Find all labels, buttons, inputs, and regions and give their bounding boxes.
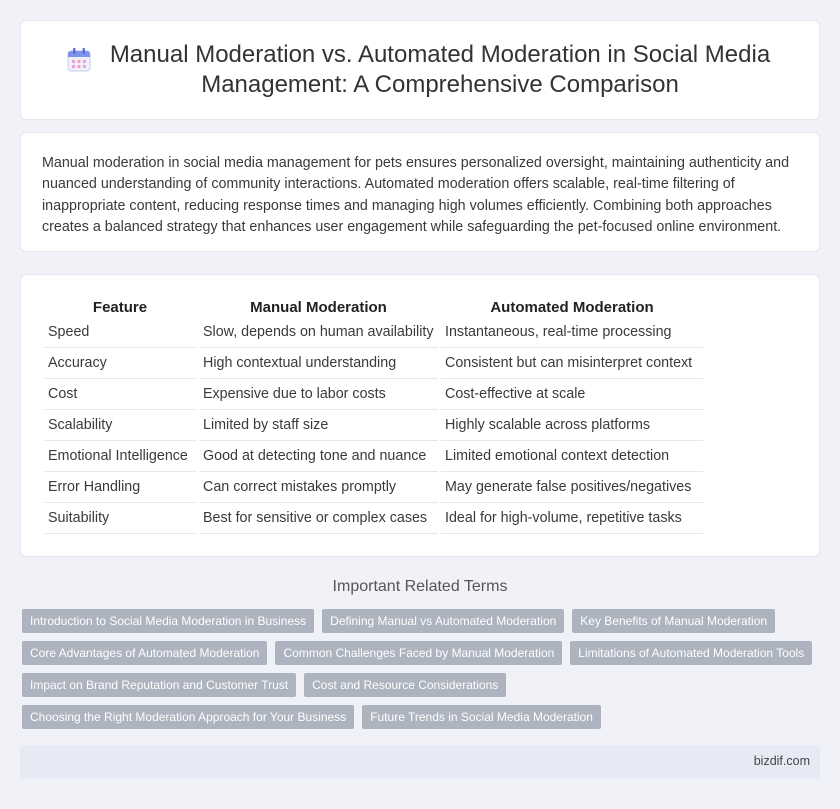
table-cell: Slow, depends on human availability xyxy=(199,317,438,348)
column-header-manual: Manual Moderation xyxy=(250,298,387,316)
related-term-chip[interactable]: Common Challenges Faced by Manual Moderation xyxy=(275,641,562,665)
table-row xyxy=(44,503,703,534)
table-header-row xyxy=(44,295,703,317)
table-cell: Expensive due to labor costs xyxy=(199,379,438,410)
intro-paragraph: Manual moderation in social media management for pets ensures personalized oversight, maintaining authenticity and nuanced understanding of community interactions. Automated moderation offers scalable, real-time filtering of inappropriate content, reducing response times and managing high volumes efficiently. Combining both approaches creates a balanced strategy that enhances user engagement while safeguarding the pet-focused online environment. xyxy=(42,155,790,235)
related-term-chip[interactable]: Choosing the Right Moderation Approach for Your Business xyxy=(22,705,354,729)
chip-row xyxy=(22,641,822,665)
related-term-chip[interactable]: Limitations of Automated Moderation Tools xyxy=(570,641,812,665)
column-header-feature: Feature xyxy=(92,298,148,316)
table-cell: Cost xyxy=(44,379,196,410)
table-cell: Ideal for high-volume, repetitive tasks xyxy=(441,503,703,534)
chip-row xyxy=(22,705,822,729)
related-term-chip[interactable]: Key Benefits of Manual Moderation xyxy=(572,609,775,633)
related-term-chip[interactable]: Future Trends in Social Media Moderation xyxy=(362,705,601,729)
table-cell: Consistent but can misinterpret context xyxy=(441,348,703,379)
table-cell: Can correct mistakes promptly xyxy=(199,472,438,503)
table-cell: Emotional Intelligence xyxy=(44,441,196,472)
chip-row xyxy=(22,673,822,697)
table-row xyxy=(44,410,703,441)
chip-row xyxy=(22,609,822,633)
table-cell: Good at detecting tone and nuance xyxy=(199,441,438,472)
related-terms-list xyxy=(22,609,822,737)
footer xyxy=(20,745,820,779)
table-row xyxy=(44,379,703,410)
page-title: Manual Moderation vs. Automated Moderation in Social Media Management: A Comprehensive Comparison xyxy=(109,41,771,98)
related-term-chip[interactable]: Core Advantages of Automated Moderation xyxy=(22,641,267,665)
table-cell: May generate false positives/negatives xyxy=(441,472,703,503)
related-terms-title: Important Related Terms xyxy=(332,578,508,595)
column-header-automated: Automated Moderation xyxy=(490,298,654,316)
table-row xyxy=(44,348,703,379)
table-row xyxy=(44,472,703,503)
footer-site-link[interactable]: bizdif.com xyxy=(753,754,810,768)
table-cell: Accuracy xyxy=(44,348,196,379)
related-term-chip[interactable]: Introduction to Social Media Moderation in Business xyxy=(22,609,314,633)
comparison-card xyxy=(20,274,820,557)
header-card xyxy=(20,20,820,120)
table-cell: Suitability xyxy=(44,503,196,534)
table-cell: Scalability xyxy=(44,410,196,441)
intro-card xyxy=(20,132,820,252)
table-cell: High contextual understanding xyxy=(199,348,438,379)
table-cell: Instantaneous, real-time processing xyxy=(441,317,703,348)
table-cell: Limited emotional context detection xyxy=(441,441,703,472)
related-term-chip[interactable]: Cost and Resource Considerations xyxy=(304,673,506,697)
comparison-table xyxy=(41,295,706,534)
table-cell: Highly scalable across platforms xyxy=(441,410,703,441)
table-cell: Speed xyxy=(44,317,196,348)
table-cell: Cost-effective at scale xyxy=(441,379,703,410)
table-cell: Limited by staff size xyxy=(199,410,438,441)
table-row xyxy=(44,441,703,472)
table-cell: Error Handling xyxy=(44,472,196,503)
table-row xyxy=(44,317,703,348)
table-cell: Best for sensitive or complex cases xyxy=(199,503,438,534)
related-term-chip[interactable]: Impact on Brand Reputation and Customer Trust xyxy=(22,673,296,697)
related-term-chip[interactable]: Defining Manual vs Automated Moderation xyxy=(322,609,564,633)
